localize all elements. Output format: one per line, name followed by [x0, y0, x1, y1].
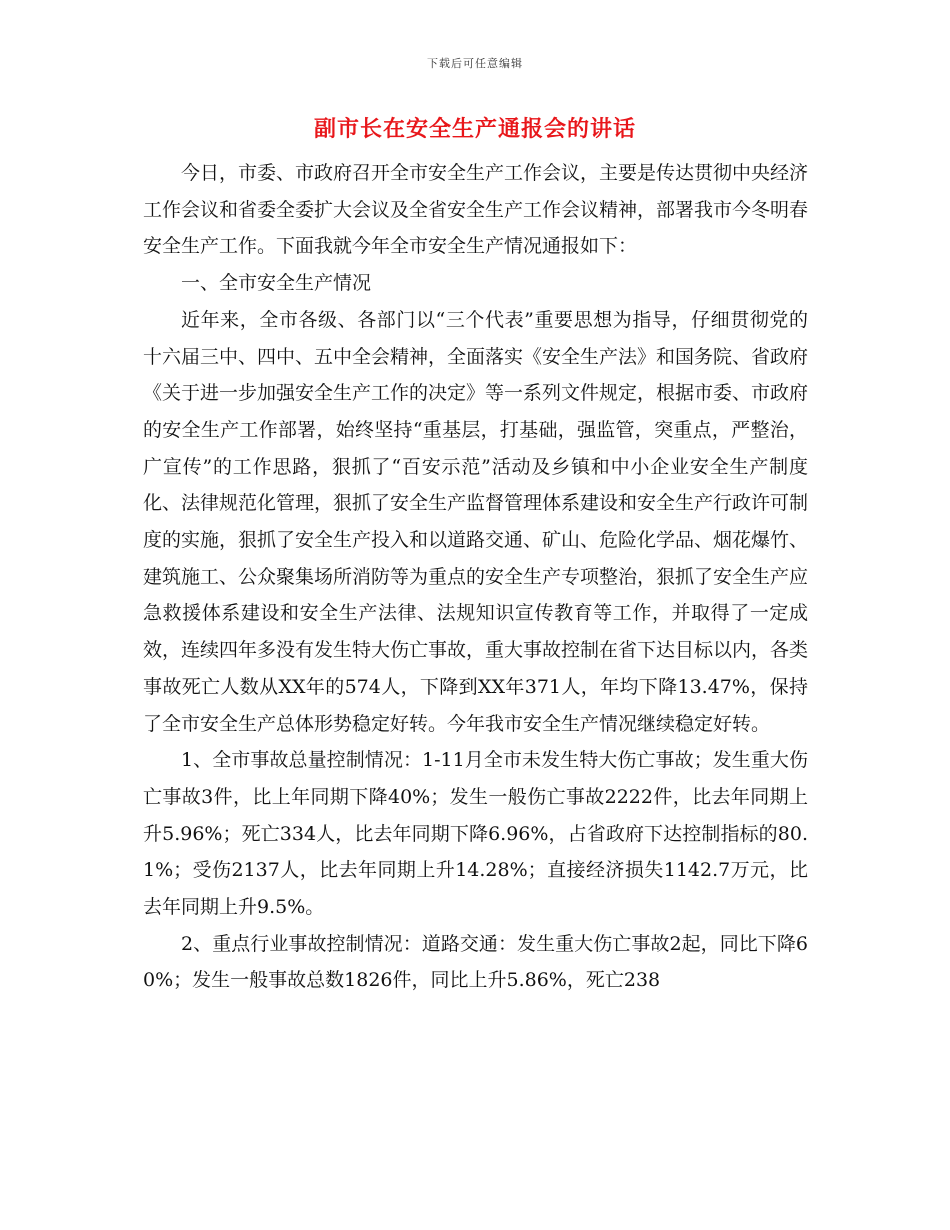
- paragraph-intro: 今日，市委、市政府召开全市安全生产工作会议，主要是传达贯彻中央经济工作会议和省委全委扩大会议及全省安全生产工作会议精神，部署我市今冬明春安全生产工作。下面我就今年全市安全生产情况通报如下：: [143, 162, 809, 258]
- paragraph-key-industries: 2、重点行业事故控制情况：道路交通：发生重大伤亡事故2起，同比下降60%；发生一般事故总数1826件，同比上升5.86%，死亡238: [143, 932, 808, 992]
- section-heading: 一、全市安全生产情况: [181, 272, 372, 295]
- header-note: 下载后可任意编辑: [427, 57, 523, 70]
- document-body: [143, 155, 808, 999]
- paragraph-overview: 近年来，全市各级、各部门以“三个代表”重要思想为指导，仔细贯彻党的十六届三中、四中、五中全会精神，全面落实《安全生产法》和国务院、省政府《关于进一步加强安全生产工作的决定》等一系列文件规定，根据市委、市政府的安全生产工作部署，始终坚持“重基层，打基础，强监管，突重点，严整治，广宣传”的工作思路，狠抓了“百安示范”活动及乡镇和中小企业安全生产制度化、法律规范化管理，狠抓了安全生产监督管理体系建设和安全生产行政许可制度的实施，狠抓了安全生产投入和以道路交通、矿山、危险化学品、烟花爆竹、建筑施工、公众聚集场所消防等为重点的安全生产专项整治，狠抓了安全生产应急救援体系建设和安全生产法律、法规知识宣传教育等工作，并取得了一定成效，连续四年多没有发生特大伤亡事故，重大事故控制在省下达目标以内，各类事故死亡人数从XX年的574人，下降到XX年371人，年均下降13.47%，保持了全市安全生产总体形势稳定好转。今年我市安全生产情况继续稳定好转。: [143, 308, 809, 735]
- document-title: 副市长在安全生产通报会的讲话: [313, 116, 636, 142]
- paragraph-accident-total: 1、全市事故总量控制情况：1-11月全市未发生特大伤亡事故；发生重大伤亡事故3件，比上年同期下降40%；发生一般伤亡事故2222件，比去年同期上升5.96%；死亡334人，比去年同期下降6.96%，占省政府下达控制指标的80.1%；受伤2137人，比去年同期上升14.28%；直接经济损失1142.7万元，比去年同期上升9.5%。: [143, 749, 808, 919]
